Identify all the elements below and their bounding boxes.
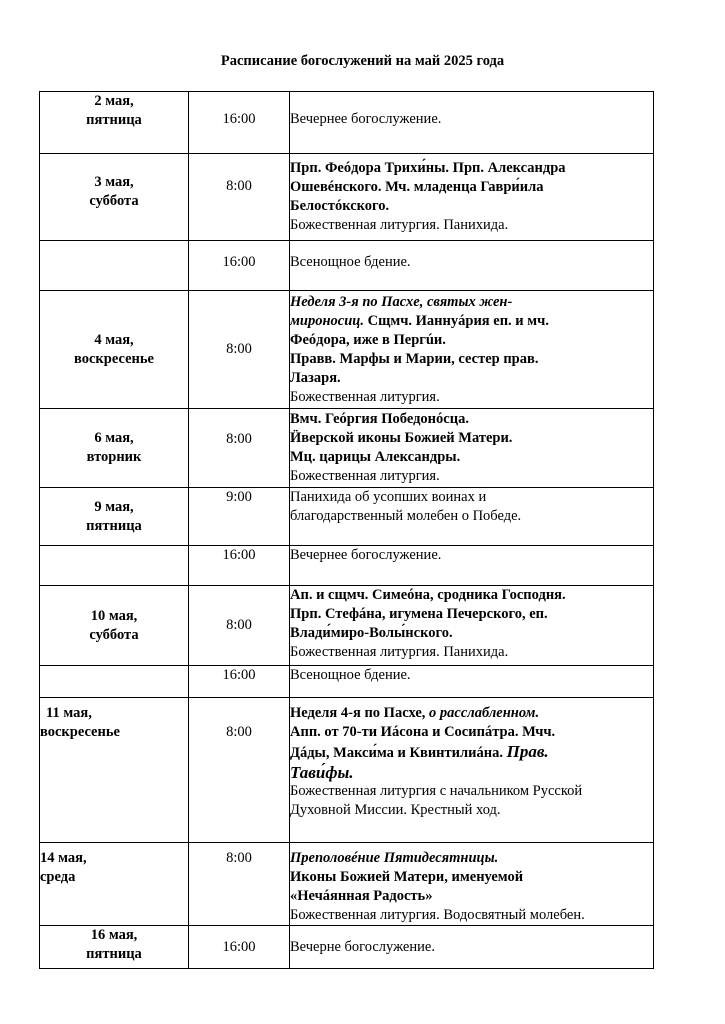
time-cell: 16:00 — [189, 92, 290, 154]
table-row — [40, 546, 654, 586]
desc-line: Панихида об усопших воинах и — [290, 489, 487, 505]
desc-cell — [290, 92, 654, 154]
desc-cell — [290, 586, 654, 666]
desc-line: Иконы Божией Матери, именуемой — [290, 869, 524, 885]
desc-line — [290, 704, 653, 723]
date-cell — [40, 926, 189, 969]
table-row — [40, 698, 654, 843]
date-day: 6 мая, — [94, 430, 134, 446]
desc-line: Божественная литургия. — [290, 388, 440, 405]
date-cell — [40, 586, 189, 666]
time-cell: 8:00 — [189, 409, 290, 488]
time-cell: 8:00 — [189, 154, 290, 241]
date-weekday: суббота — [89, 626, 139, 643]
table-row — [40, 409, 654, 488]
desc-line: Божественная литургия. Панихида. — [290, 644, 509, 660]
desc-fragment: Сщмч. Ианнуáрия еп. и мч. — [364, 312, 549, 329]
table-row — [40, 241, 654, 291]
date-weekday: воскресенье — [74, 350, 154, 367]
desc-cell — [290, 291, 654, 409]
date-cell — [40, 92, 189, 154]
desc-line: Божественная литургия. Водосвятный молебен. — [290, 907, 585, 923]
date-cell — [40, 154, 189, 241]
table-row — [40, 666, 654, 698]
desc-fragment: Дáды, Макси́ма и Квинтилиáна. — [290, 745, 507, 761]
desc-line: Правв. Марфы и Марии, сестер прав. — [290, 350, 539, 367]
desc-line: Вечернее богослужение. — [290, 547, 442, 563]
desc-line: Прп. Феóдора Трихи́ны. Прп. Александра — [290, 160, 566, 176]
date-cell — [40, 409, 189, 488]
date-day: 10 мая, — [90, 607, 138, 624]
date-weekday: воскресенье — [40, 724, 120, 740]
desc-line: Вечернее богослужение. — [290, 111, 442, 127]
desc-line: Божественная литургия. Панихида. — [290, 217, 509, 233]
time-cell: 8:00 — [189, 291, 290, 409]
desc-line: Вечерне богослужение. — [290, 938, 435, 955]
time-cell: 9:00 — [189, 488, 290, 546]
table-row — [40, 488, 654, 546]
date-day: 4 мая, — [94, 331, 134, 348]
table-row — [40, 843, 654, 926]
table-row — [40, 92, 654, 154]
desc-line: Феóдора, иже в Пергúи. — [290, 331, 446, 348]
date-day: 11 мая, — [46, 705, 92, 721]
desc-line: Божественная литургия. — [290, 468, 440, 484]
desc-cell — [290, 843, 654, 926]
table-row — [40, 154, 654, 241]
desc-fragment: Неделя 4-я по Пасхе, — [290, 705, 430, 721]
date-weekday: пятница — [86, 517, 142, 534]
desc-line: Ошевéнского. Мч. младенца Гаври́ила — [290, 179, 544, 195]
time-cell: 8:00 — [189, 843, 290, 926]
desc-line: Лазаря. — [290, 369, 341, 386]
desc-line: Апп. от 70-ти Иáсона и Сосипáтра. Мчч. — [290, 724, 556, 740]
desc-fragment: мироносиц. — [290, 312, 364, 329]
desc-cell — [290, 241, 654, 291]
time-cell: 16:00 — [189, 241, 290, 291]
date-weekday: пятница — [86, 112, 142, 128]
date-cell — [40, 488, 189, 546]
desc-line: Неделя 3-я по Пасхе, святых жен- — [290, 293, 513, 310]
desc-line: Вмч. Геóргия Победонóсца. — [290, 411, 469, 427]
schedule-table — [39, 91, 654, 969]
date-day: 9 мая, — [94, 498, 134, 515]
table-row — [40, 586, 654, 666]
desc-cell — [290, 926, 654, 969]
time-cell: 16:00 — [189, 926, 290, 969]
date-day: 2 мая, — [94, 93, 134, 109]
date-weekday: пятница — [86, 946, 142, 962]
date-weekday: среда — [40, 869, 76, 885]
desc-line: Всенощное бдение. — [290, 254, 411, 270]
time-cell: 8:00 — [189, 586, 290, 666]
time-cell: 16:00 — [189, 546, 290, 586]
desc-line: Духовной Миссии. Крестный ход. — [290, 802, 501, 818]
desc-fragment: о расслабленном. — [429, 705, 540, 721]
time-cell: 16:00 — [189, 666, 290, 698]
date-cell — [40, 241, 189, 291]
desc-line: Преполовéние Пятидесятницы. — [290, 850, 499, 866]
table-row — [40, 291, 654, 409]
desc-line: Божественная литургия с начальником Русской — [290, 783, 583, 799]
desc-line: Влади́миро-Волы́нского. — [290, 625, 453, 641]
desc-line: Тави́фы. — [290, 763, 354, 782]
desc-cell — [290, 409, 654, 488]
desc-line: Всенощное бдение. — [290, 667, 411, 683]
desc-cell — [290, 666, 654, 698]
desc-line — [290, 312, 653, 331]
desc-line — [290, 742, 653, 763]
time-cell: 8:00 — [189, 698, 290, 843]
date-day: 14 мая, — [40, 850, 87, 866]
date-cell — [40, 291, 189, 409]
page-title: Расписание богослужений на май 2025 года — [220, 53, 505, 69]
desc-line: Мц. царицы Александры. — [290, 449, 461, 465]
desc-line: «Нечáянная Радость» — [290, 888, 433, 904]
date-cell — [40, 546, 189, 586]
date-cell — [40, 843, 189, 926]
desc-line: благодарственный молебен о Победе. — [290, 508, 522, 524]
desc-cell — [290, 546, 654, 586]
desc-cell — [290, 154, 654, 241]
date-cell — [40, 666, 189, 698]
date-weekday: вторник — [86, 449, 142, 465]
desc-fragment: Прав. — [506, 742, 549, 761]
date-day: 3 мая, — [94, 174, 134, 190]
desc-line: Белостóкского. — [290, 198, 390, 214]
date-cell — [40, 698, 189, 843]
desc-line: Ап. и сщмч. Симеóна, сродника Господня. — [290, 587, 566, 603]
desc-line: Ӥверской иконы Божией Матери. — [290, 430, 513, 446]
date-day: 16 мая, — [90, 927, 138, 943]
desc-line: Прп. Стефáна, игумена Печерского, еп. — [290, 606, 548, 622]
desc-cell — [290, 488, 654, 546]
date-weekday: суббота — [89, 193, 139, 209]
desc-cell — [290, 698, 654, 843]
table-row — [40, 926, 654, 969]
